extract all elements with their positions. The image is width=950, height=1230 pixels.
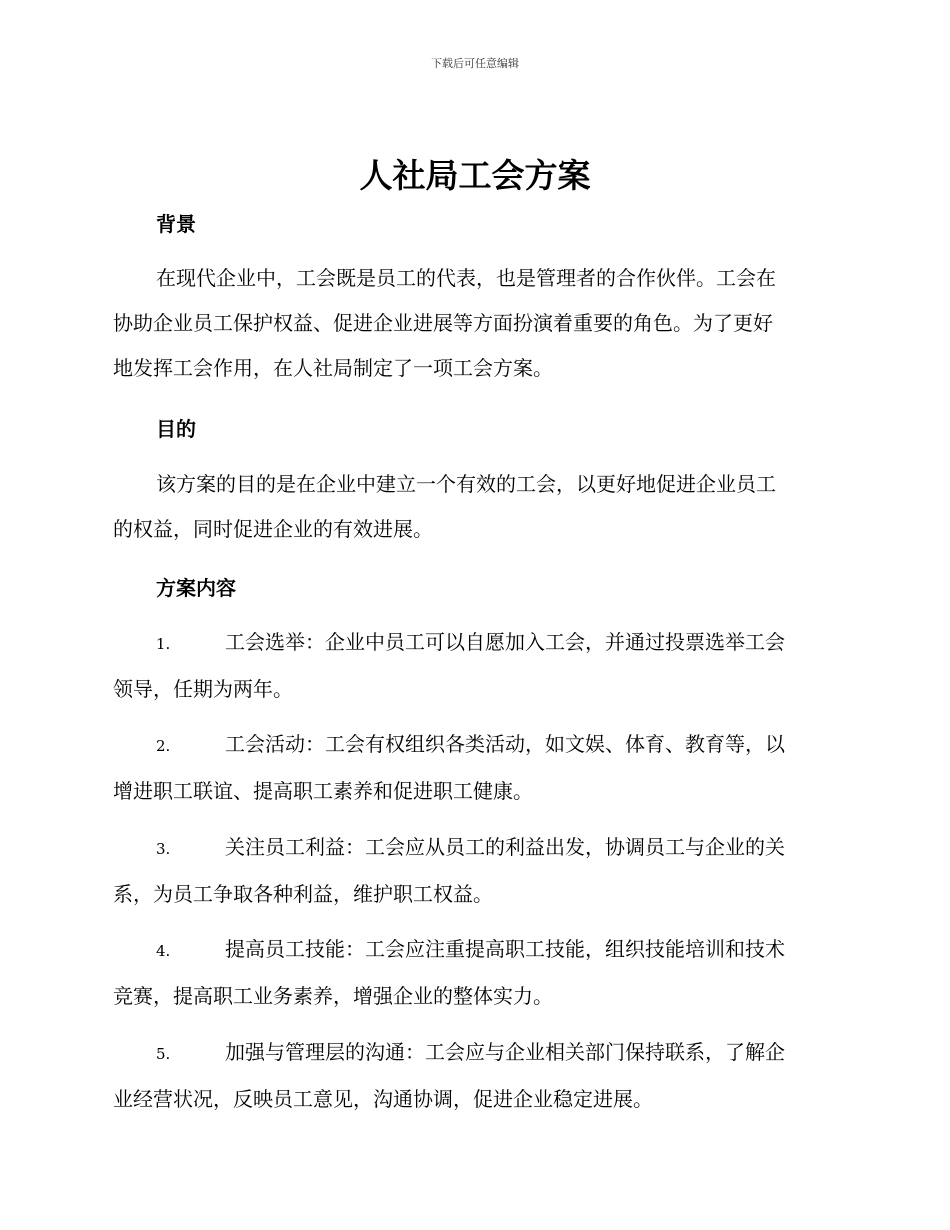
paragraph-line: 该方案的目的是在企业中建立一个有效的工会，以更好地促进企业员工 bbox=[156, 472, 776, 496]
paragraph-line: 协助企业员工保护权益、促进企业进展等方面扮演着重要的角色。为了更好 bbox=[113, 311, 773, 335]
list-item-line: 2. 工会活动：工会有权组织各类活动，如文娱、体育、教育等，以 bbox=[113, 722, 833, 769]
list-item-line: 领导，任期为两年。 bbox=[113, 677, 293, 701]
paragraph-line: 的权益，同时促进企业的有效进展。 bbox=[113, 517, 433, 541]
list-item-number: 2. bbox=[156, 737, 171, 755]
list-item-number: 4. bbox=[156, 942, 171, 960]
list-item-number: 5. bbox=[156, 1045, 171, 1063]
list-item-line: 4. 提高员工技能：工会应注重提高职工技能，组织技能培训和技术 bbox=[113, 927, 833, 974]
section-heading-content: 方案内容 bbox=[156, 576, 236, 600]
list-item-line: 竞赛，提高职工业务素养，增强企业的整体实力。 bbox=[113, 984, 553, 1008]
document-title: 人社局工会方案 bbox=[359, 156, 591, 195]
section-heading-background: 背景 bbox=[156, 212, 196, 236]
list-item bbox=[113, 1030, 833, 1122]
list-item bbox=[113, 620, 833, 712]
list-item bbox=[113, 927, 833, 1019]
header-note: 下载后可任意编辑 bbox=[431, 57, 519, 70]
list-item-line: 系，为员工争取各种利益，维护职工权益。 bbox=[113, 882, 493, 906]
list-item-line: 增进职工联谊、提高职工素养和促进职工健康。 bbox=[113, 779, 533, 803]
list-item-number: 3. bbox=[156, 840, 171, 858]
list-item-line: 3. 关注员工利益：工会应从员工的利益出发，协调员工与企业的关 bbox=[113, 825, 833, 872]
paragraph-background bbox=[113, 256, 833, 391]
list-item-line: 业经营状况，反映员工意见，沟通协调，促进企业稳定进展。 bbox=[113, 1087, 653, 1111]
paragraph-purpose bbox=[113, 462, 833, 552]
paragraph-line: 在现代企业中，工会既是员工的代表，也是管理者的合作伙伴。工会在 bbox=[156, 266, 776, 290]
list-item bbox=[113, 722, 833, 814]
list-item-line: 5. 加强与管理层的沟通：工会应与企业相关部门保持联系，了解企 bbox=[113, 1030, 833, 1077]
list-item-number: 1. bbox=[156, 635, 171, 653]
list-item bbox=[113, 825, 833, 917]
paragraph-line: 地发挥工会作用，在人社局制定了一项工会方案。 bbox=[113, 356, 553, 380]
section-heading-purpose: 目的 bbox=[156, 417, 196, 441]
list-item-line: 1. 工会选举：企业中员工可以自愿加入工会，并通过投票选举工会 bbox=[113, 620, 833, 667]
